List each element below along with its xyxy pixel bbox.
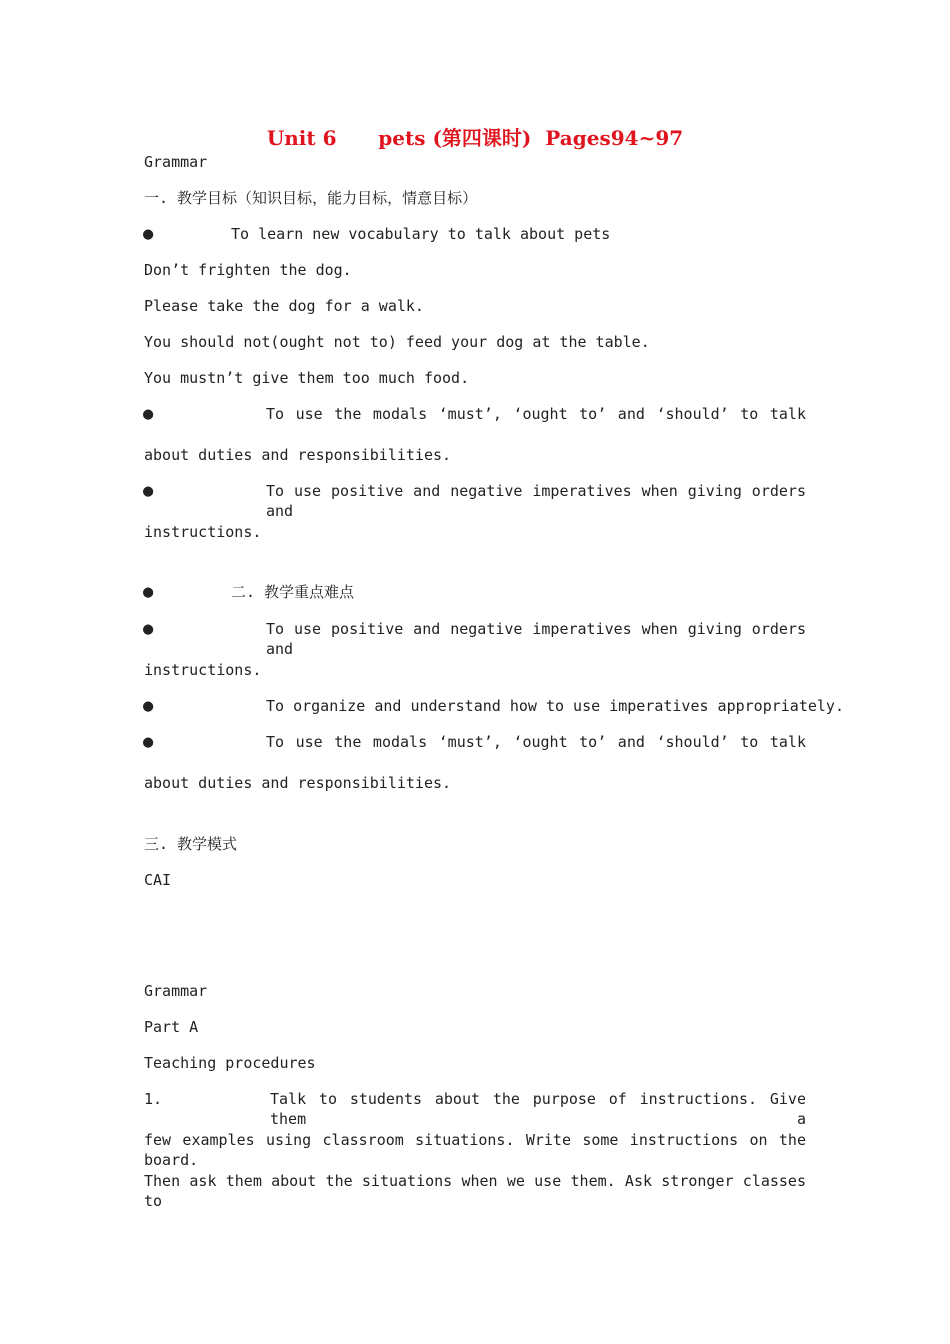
example-sentence: Don’t frighten the dog.: [144, 261, 352, 279]
procedure-text: Talk to students about the purpose of instructions. Give them a: [270, 1090, 806, 1128]
objective-item: To learn new vocabulary to talk about pets: [231, 225, 611, 243]
objective-item-continued: about duties and responsibilities.: [144, 446, 452, 464]
key-point-item-continued: instructions.: [144, 661, 262, 679]
mode-heading: 三. 教学模式: [144, 835, 238, 853]
procedure-text: Then ask them about the situations when we use them. Ask stronger classes to: [144, 1172, 806, 1210]
bullet-icon: ●: [143, 404, 154, 424]
step-number: 1.: [144, 1090, 163, 1108]
objectives-heading: 一. 教学目标（知识目标，能力目标，情意目标）: [144, 189, 478, 207]
procedures-heading: Teaching procedures: [144, 1054, 316, 1072]
key-point-item: To organize and understand how to use imperatives appropriately.: [266, 697, 844, 715]
section-label: Grammar: [144, 982, 208, 1000]
bullet-icon: ●: [143, 732, 154, 752]
example-sentence: Please take the dog for a walk.: [144, 297, 424, 315]
page-title: Unit 6 pets (第四课时) Pages94~97: [266, 126, 684, 150]
example-sentence: You mustn’t give them too much food.: [144, 369, 470, 387]
mode-value: CAI: [144, 871, 172, 889]
bullet-icon: ●: [143, 224, 154, 244]
part-label: Part A: [144, 1018, 199, 1036]
procedure-text: few examples using classroom situations. Write some instructions on the board.: [144, 1131, 806, 1169]
objective-item: To use positive and negative imperatives when giving orders and: [266, 482, 806, 520]
objective-item: To use the modals ‘must’, ‘ought to’ and ‘should’ to talk: [266, 405, 806, 423]
key-point-item-continued: about duties and responsibilities.: [144, 774, 452, 792]
bullet-icon: ●: [143, 619, 154, 639]
key-point-item: To use positive and negative imperatives when giving orders and: [266, 620, 806, 658]
key-points-heading: 二. 教学重点难点: [231, 583, 355, 601]
section-label: Grammar: [144, 153, 208, 171]
bullet-icon: ●: [143, 582, 154, 602]
key-point-item: To use the modals ‘must’, ‘ought to’ and ‘should’ to talk: [266, 733, 806, 751]
objective-item-continued: instructions.: [144, 523, 262, 541]
bullet-icon: ●: [143, 481, 154, 501]
bullet-icon: ●: [143, 696, 154, 716]
example-sentence: You should not(ought not to) feed your dog at the table.: [144, 333, 650, 351]
